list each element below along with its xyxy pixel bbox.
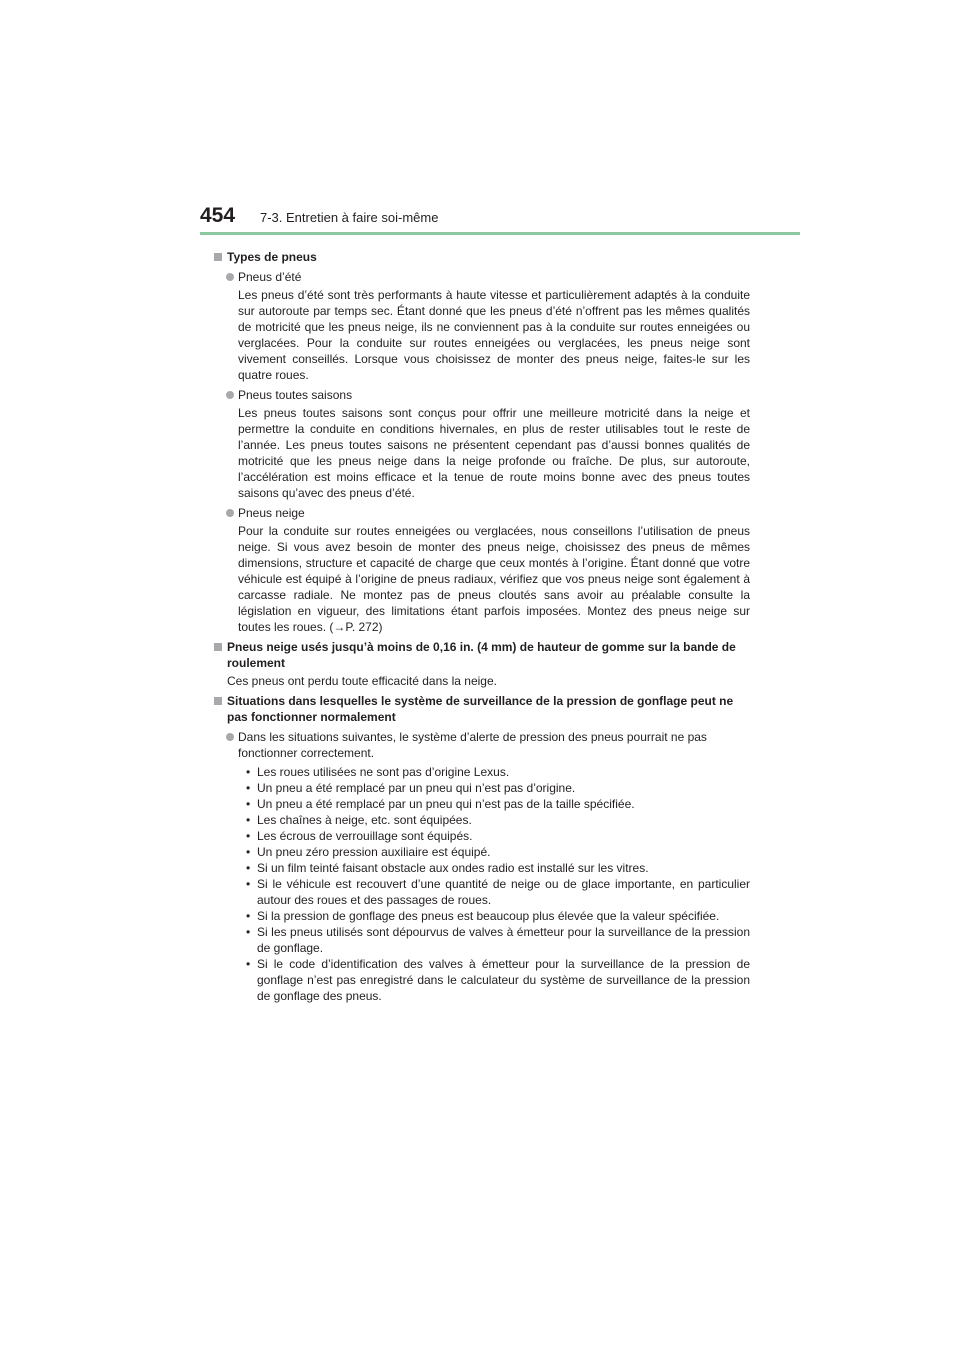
list-item: • Les chaînes à neige, etc. sont équipées. [246, 813, 472, 827]
snow-tires-label: Pneus neige [238, 506, 305, 520]
header-rule [200, 232, 800, 235]
worn-text: Ces pneus ont perdu toute efficacité dans la neige. [227, 674, 497, 688]
page-number: 454 [200, 204, 236, 227]
heading-tpms [214, 693, 750, 725]
round-bullet-icon [226, 509, 234, 517]
square-bullet-icon [214, 253, 222, 261]
list-item: • Si le véhicule est recouvert d’une quantité de neige ou de glace importante, en particulier autour des roues et des passages de roues. [246, 877, 750, 907]
summer-tires-label: Pneus d’été [238, 270, 302, 284]
tpms-intro [214, 729, 750, 761]
tpms-conditions-list [214, 764, 750, 1004]
square-bullet-icon [214, 643, 222, 651]
list-item: • Si le code d’identification des valves à émetteur pour la surveillance de la pression de gonflage n’est pas enregistré dans le calculateur du système de surveillance de la pression de gonflage des pneus. [246, 957, 750, 1003]
summer-tires-text: Les pneus d’été sont très performants à haute vitesse et particulièrement adaptés à la conduite sur autoroute par temps sec. Étant donné que les pneus d’été n’offrent pas les mêmes qualités de motricité que les pneus neige, ils ne conviennent pas à la conduite sur routes enneigées ou verglacées. Pour la conduite sur routes enneigées ou verglacées, les pneus neige sont vivement conseillés. Lorsque vous choisissez de monter des pneus neige, faites-le sur les quatre roues. [238, 288, 750, 382]
list-item: • Si un film teinté faisant obstacle aux ondes radio est installé sur les vitres. [246, 861, 649, 875]
snow-tires-title [214, 505, 750, 521]
page-header [200, 204, 800, 236]
list-item: • Les roues utilisées ne sont pas d’origine Lexus. [246, 765, 510, 779]
heading-worn-text: Pneus neige usés jusqu’à moins de 0,16 in. (4 mm) de hauteur de gomme sur la bande de roulement [227, 640, 736, 670]
round-bullet-icon [226, 391, 234, 399]
allseason-tires-title [214, 387, 750, 403]
tpms-intro-text: Dans les situations suivantes, le système d’alerte de pression des pneus pourrait ne pas fonctionner correctement. [238, 730, 707, 760]
list-item: • Si la pression de gonflage des pneus est beaucoup plus élevée que la valeur spécifiée. [246, 909, 720, 923]
summer-tires-title [214, 269, 750, 285]
page-content [214, 245, 750, 1004]
snow-tires-text: Pour la conduite sur routes enneigées ou verglacées, nous conseillons l’utilisation de pneus neige. Si vous avez besoin de monter des pneus neige, choisissez des pneus de mêmes dimensions, structure et capacité de charge que ceux montés à l’origine. Étant donné que votre véhicule est équipé à l’origine de pneus radiaux, vérifiez que vos pneus neige sont également à carcasse radiale. Ne montez pas de pneus cloutés sans avoir au préalable consulte la législation en vigueur, des limitations étant parfois imposées. Montez des pneus neige sur toutes les roues. (→P. 272) [238, 524, 750, 634]
heading-types-text: Types de pneus [227, 250, 317, 264]
heading-tpms-text: Situations dans lesquelles le système de surveillance de la pression de gonflage peut ne pas fonctionner normalement [227, 694, 734, 724]
list-item: • Un pneu a été remplacé par un pneu qui n’est pas d’origine. [246, 781, 576, 795]
list-item: • Les écrous de verrouillage sont équipés. [246, 829, 473, 843]
heading-types [214, 249, 750, 265]
round-bullet-icon [226, 733, 234, 741]
list-item: • Un pneu a été remplacé par un pneu qui n’est pas de la taille spécifiée. [246, 797, 635, 811]
section-title: 7-3. Entretien à faire soi-même [260, 210, 439, 225]
list-item: • Si les pneus utilisés sont dépourvus de valves à émetteur pour la surveillance de la pression de gonflage. [246, 925, 750, 955]
square-bullet-icon [214, 697, 222, 705]
heading-worn [214, 639, 750, 671]
round-bullet-icon [226, 273, 234, 281]
allseason-tires-text: Les pneus toutes saisons sont conçus pour offrir une meilleure motricité dans la neige et permettre la conduite en conditions hivernales, en plus de rester utilisables tout le reste de l’année. Les pneus toutes saisons ne présentent cependant pas d’aussi bonnes qualités de motricité que les pneus neige dans la neige profonde ou fraîche. De plus, sur autoroute, l’accélération est moins efficace et la tenue de route moins bonne avec des pneus toutes saisons qu’avec des pneus d’été. [238, 406, 750, 500]
list-item: • Un pneu zéro pression auxiliaire est équipé. [246, 845, 491, 859]
allseason-tires-label: Pneus toutes saisons [238, 388, 353, 402]
